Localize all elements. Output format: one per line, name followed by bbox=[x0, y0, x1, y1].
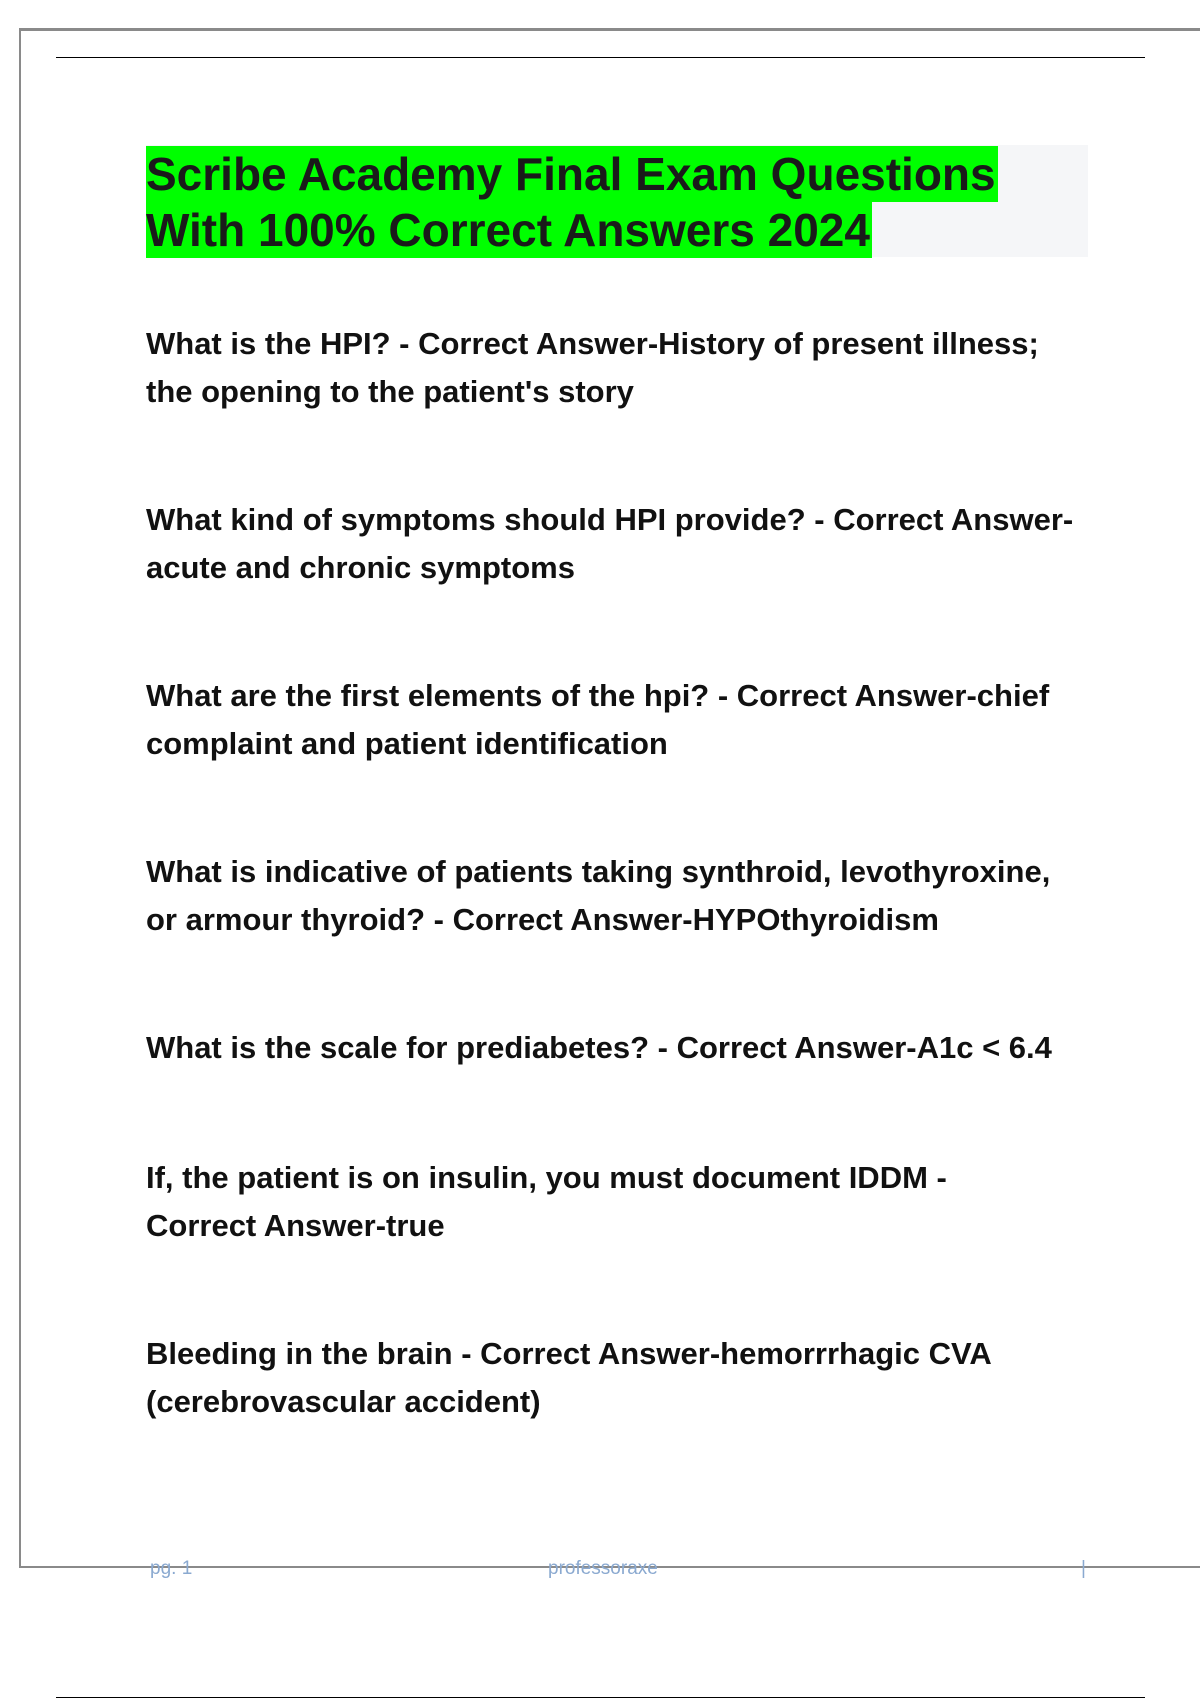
qa-line: What is the scale for prediabetes? - Correct Answer-A1c < 6.4 bbox=[146, 1030, 1052, 1065]
header-rule bbox=[56, 57, 1145, 58]
qa-line: the opening to the patient's story bbox=[146, 374, 634, 409]
qa-line: What is indicative of patients taking synthroid, levothyroxine, bbox=[146, 854, 1051, 889]
qa-item bbox=[146, 1024, 1106, 1072]
qa-line: Correct Answer-true bbox=[146, 1208, 445, 1243]
qa-item bbox=[146, 672, 1106, 768]
qa-line: acute and chronic symptoms bbox=[146, 550, 575, 585]
qa-item bbox=[146, 1154, 1106, 1250]
qa-line: complaint and patient identification bbox=[146, 726, 668, 761]
qa-line: What kind of symptoms should HPI provide? - Correct Answer- bbox=[146, 502, 1074, 537]
qa-item bbox=[146, 1330, 1106, 1426]
qa-line: (cerebrovascular accident) bbox=[146, 1384, 541, 1419]
qa-line: What are the first elements of the hpi? - Correct Answer-chief bbox=[146, 678, 1050, 713]
document-title-line-1: Scribe Academy Final Exam Questions bbox=[146, 148, 996, 200]
qa-item bbox=[146, 848, 1106, 944]
qa-line: If, the patient is on insulin, you must document IDDM - bbox=[146, 1160, 947, 1195]
qa-line: Bleeding in the brain - Correct Answer-hemorrrhagic CVA bbox=[146, 1336, 992, 1371]
document-title-line-2: With 100% Correct Answers 2024 bbox=[146, 204, 870, 256]
qa-line: What is the HPI? - Correct Answer-History of present illness; bbox=[146, 326, 1039, 361]
footer-page-number: pg. 1 bbox=[150, 1558, 193, 1579]
qa-line: or armour thyroid? - Correct Answer-HYPOthyroidism bbox=[146, 902, 939, 937]
footer-rule bbox=[56, 1697, 1145, 1698]
qa-item bbox=[146, 496, 1106, 592]
footer-author: professoraxe bbox=[548, 1558, 658, 1579]
footer-separator: | bbox=[1081, 1558, 1086, 1579]
qa-item bbox=[146, 320, 1106, 416]
